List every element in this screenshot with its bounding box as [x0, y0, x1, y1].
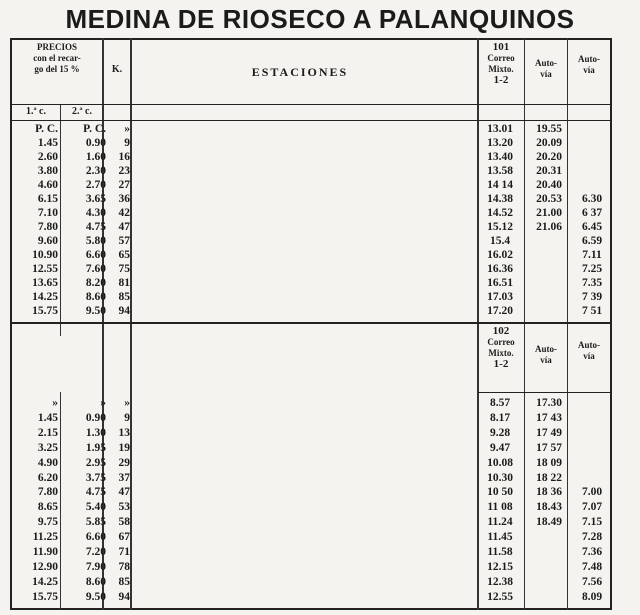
- price-first-class: 2.60: [37, 151, 58, 163]
- price-second-class: 3.65: [85, 193, 106, 205]
- time-autovia-1: 17 57: [536, 441, 562, 454]
- price-second-class: 6.60: [85, 249, 106, 261]
- price-second-class: 7.60: [85, 263, 106, 275]
- time-autovia-1: 20.09: [536, 137, 562, 149]
- km-value: 36: [118, 193, 130, 205]
- price-first-class: 6.15: [37, 193, 58, 205]
- km-value: 16: [118, 151, 130, 163]
- time-correo: 8.17: [489, 411, 511, 424]
- time-autovia-2: 7.36: [581, 546, 603, 558]
- time-correo: 11.45: [487, 531, 513, 544]
- time-autovia-1: 19.55: [536, 123, 562, 135]
- km-value: 47: [118, 486, 130, 499]
- time-correo: 10.08: [487, 456, 513, 469]
- table-row: [12, 575, 610, 589]
- time-correo: 12.55: [487, 590, 513, 603]
- price-second-class: »: [100, 397, 106, 409]
- table-row: [12, 515, 610, 529]
- km-value: 57: [118, 235, 130, 247]
- time-correo: 12.15: [487, 560, 513, 573]
- time-correo: 17.03: [487, 291, 513, 303]
- table-row: [12, 485, 610, 499]
- km-value: 85: [118, 575, 130, 588]
- time-correo: 15.12: [487, 221, 513, 233]
- km-value: 23: [118, 165, 130, 177]
- time-correo: 8.57: [489, 397, 511, 409]
- table-row: [12, 500, 610, 514]
- price-first-class: 3.25: [37, 441, 58, 454]
- table-row: [12, 545, 610, 559]
- price-first-class: P. C.: [35, 123, 58, 135]
- time-autovia-2: 6.59: [581, 235, 603, 247]
- km-value: 78: [118, 560, 130, 573]
- price-second-class: 4.75: [85, 486, 106, 499]
- header-autovia-1: Auto- vía: [535, 58, 557, 79]
- table-row: [12, 164, 610, 178]
- km-value: 9: [124, 411, 130, 424]
- price-first-class: 2.15: [37, 426, 58, 439]
- price-second-class: 8.20: [85, 277, 106, 289]
- time-correo: 16.02: [487, 249, 513, 261]
- time-autovia-1: 20.20: [536, 151, 562, 163]
- time-correo: 15.4: [489, 235, 511, 247]
- price-first-class: 7.80: [37, 486, 58, 499]
- km-value: 81: [118, 277, 130, 289]
- km-value: 53: [118, 501, 130, 514]
- table-row: [12, 276, 610, 290]
- price-second-class: 5.85: [85, 516, 106, 529]
- time-correo: 14.52: [487, 207, 513, 219]
- price-second-class: 5.40: [85, 501, 106, 514]
- price-second-class: 4.75: [85, 221, 106, 233]
- price-second-class: 8.60: [85, 291, 106, 303]
- table-row: [12, 192, 610, 206]
- km-value: 13: [118, 426, 130, 439]
- time-correo: 13.01: [487, 123, 513, 135]
- time-autovia-1: 18.49: [536, 516, 562, 529]
- km-value: »: [124, 397, 130, 409]
- header-precios: PRECIOS con el recar- go del 15 %: [33, 42, 81, 74]
- time-autovia-1: 18 09: [536, 456, 562, 469]
- header-first-class: 1.ª c.: [26, 106, 46, 117]
- time-correo: 13.20: [487, 137, 513, 149]
- time-autovia-2: 7.07: [581, 501, 603, 514]
- price-first-class: 12.90: [32, 560, 58, 573]
- price-second-class: 0.90: [85, 411, 106, 424]
- rule-header-bottom-2: [478, 392, 612, 393]
- km-value: 75: [118, 263, 130, 275]
- time-autovia-2: 7 39: [581, 291, 603, 303]
- price-first-class: »: [52, 397, 58, 409]
- header-correo-101: 101 Correo Mixto. 1-2: [487, 41, 515, 86]
- price-second-class: 9.50: [85, 590, 106, 603]
- time-correo: 11.58: [487, 546, 513, 558]
- table-row: [12, 248, 610, 262]
- price-first-class: 1.45: [37, 137, 58, 149]
- price-second-class: 9.50: [85, 305, 106, 317]
- time-autovia-2: 6 37: [581, 207, 603, 219]
- table-row: [12, 304, 610, 318]
- time-correo: 17.20: [487, 305, 513, 317]
- header-second-class: 2.ª c.: [72, 106, 92, 117]
- price-first-class: 11.25: [32, 531, 58, 544]
- price-second-class: 6.60: [85, 531, 106, 544]
- price-second-class: 4.30: [85, 207, 106, 219]
- time-correo: 10.30: [487, 471, 513, 484]
- price-first-class: 8.65: [37, 501, 58, 514]
- km-value: 9: [124, 137, 130, 149]
- price-first-class: 14.25: [32, 291, 58, 303]
- price-first-class: 6.20: [37, 471, 58, 484]
- time-autovia-2: 7.56: [581, 575, 603, 588]
- time-correo: 9.28: [489, 426, 511, 439]
- km-value: 42: [118, 207, 130, 219]
- table-row: [12, 150, 610, 164]
- table-row: [12, 178, 610, 192]
- price-first-class: 15.75: [32, 590, 58, 603]
- price-second-class: 7.90: [85, 560, 106, 573]
- price-second-class: 2.95: [85, 456, 106, 469]
- time-autovia-2: 7.25: [581, 263, 603, 275]
- page-title: MEDINA DE RIOSECO A PALANQUINOS: [65, 4, 575, 34]
- table-row: [12, 471, 610, 485]
- price-first-class: 11.90: [32, 546, 58, 558]
- time-correo: 10 50: [487, 486, 513, 499]
- time-autovia-2: 7 51: [581, 305, 603, 317]
- price-second-class: 1.30: [85, 426, 106, 439]
- price-first-class: 10.90: [32, 249, 58, 261]
- rule-subheader: [10, 104, 612, 105]
- time-correo: 16.51: [487, 277, 513, 289]
- price-second-class: 5.80: [85, 235, 106, 247]
- time-autovia-1: 18 36: [536, 486, 562, 499]
- time-correo: 12.38: [487, 575, 513, 588]
- time-autovia-1: 18 22: [536, 471, 562, 484]
- rule-section-divider: [10, 322, 612, 324]
- km-value: 47: [118, 221, 130, 233]
- price-second-class: 7.20: [85, 546, 106, 558]
- table-row: [12, 530, 610, 544]
- header-autovia-4: Auto- vía: [578, 340, 600, 361]
- table-row: [12, 590, 610, 604]
- time-correo: 9.47: [489, 441, 511, 454]
- price-second-class: 1.95: [85, 441, 106, 454]
- table-row: [12, 426, 610, 440]
- table-row: [12, 560, 610, 574]
- price-first-class: 15.75: [32, 305, 58, 317]
- price-first-class: 12.55: [32, 263, 58, 275]
- time-autovia-1: 20.53: [536, 193, 562, 205]
- time-autovia-1: 18.43: [536, 501, 562, 514]
- price-first-class: 13.65: [32, 277, 58, 289]
- table-row: [12, 234, 610, 248]
- time-autovia-2: 7.00: [581, 486, 603, 499]
- price-first-class: 7.80: [37, 221, 58, 233]
- time-autovia-1: 21.00: [536, 207, 562, 219]
- price-first-class: 1.45: [37, 411, 58, 424]
- time-correo: 13.40: [487, 151, 513, 163]
- table-row: [12, 441, 610, 455]
- table-row: [12, 411, 610, 425]
- price-second-class: 3.75: [85, 471, 106, 484]
- table-row: [12, 220, 610, 234]
- table-row: [12, 136, 610, 150]
- header-autovia-2: Auto- vía: [578, 54, 600, 75]
- price-first-class: 14.25: [32, 575, 58, 588]
- header-autovia-3: Auto- vía: [535, 344, 557, 365]
- time-autovia-1: 21.06: [536, 221, 562, 233]
- header-correo-102: 102 Correo Mixto. 1-2: [487, 325, 515, 370]
- time-autovia-2: 7.48: [581, 560, 603, 573]
- table-row: [12, 396, 610, 410]
- time-autovia-2: 7.15: [581, 516, 603, 529]
- time-autovia-1: 17 49: [536, 426, 562, 439]
- time-autovia-2: 6.45: [581, 221, 603, 233]
- km-value: 58: [118, 516, 130, 529]
- time-autovia-1: 17.30: [536, 397, 562, 409]
- table-row: [12, 456, 610, 470]
- time-autovia-2: 7.11: [582, 249, 602, 261]
- rule-header-bottom-1: [10, 120, 612, 121]
- time-autovia-2: 7.28: [581, 531, 603, 544]
- km-value: »: [124, 123, 130, 135]
- time-correo: 16.36: [487, 263, 513, 275]
- time-correo: 14.38: [487, 193, 513, 205]
- time-correo: 11.24: [487, 516, 513, 529]
- table-row: [12, 122, 610, 136]
- time-autovia-2: 8.09: [581, 590, 603, 603]
- time-correo: 14 14: [487, 179, 513, 191]
- price-second-class: 8.60: [85, 575, 106, 588]
- price-first-class: 4.90: [37, 456, 58, 469]
- table-row: [12, 290, 610, 304]
- price-first-class: 9.60: [37, 235, 58, 247]
- km-value: 29: [118, 456, 130, 469]
- km-value: 94: [118, 305, 130, 317]
- km-value: 27: [118, 179, 130, 191]
- km-value: 85: [118, 291, 130, 303]
- time-autovia-1: 17 43: [536, 411, 562, 424]
- price-second-class: 2.70: [85, 179, 106, 191]
- time-autovia-1: 20.31: [536, 165, 562, 177]
- price-first-class: 9.75: [37, 516, 58, 529]
- price-first-class: 3.80: [37, 165, 58, 177]
- price-second-class: 2.30: [85, 165, 106, 177]
- table-row: [12, 262, 610, 276]
- price-second-class: P. C.: [83, 123, 106, 135]
- price-first-class: 4.60: [37, 179, 58, 191]
- time-autovia-2: 7.35: [581, 277, 603, 289]
- km-value: 71: [118, 546, 130, 558]
- km-value: 19: [118, 441, 130, 454]
- price-second-class: 0.90: [85, 137, 106, 149]
- km-value: 37: [118, 471, 130, 484]
- header-km: K.: [111, 64, 123, 75]
- km-value: 67: [118, 531, 130, 544]
- time-correo: 11 08: [487, 501, 513, 514]
- table-row: [12, 206, 610, 220]
- header-estaciones: ESTACIONES: [251, 65, 349, 79]
- price-second-class: 1.60: [85, 151, 106, 163]
- km-value: 94: [118, 590, 130, 603]
- km-value: 65: [118, 249, 130, 261]
- price-first-class: 7.10: [37, 207, 58, 219]
- time-correo: 13.58: [487, 165, 513, 177]
- time-autovia-1: 20.40: [536, 179, 562, 191]
- time-autovia-2: 6.30: [581, 193, 603, 205]
